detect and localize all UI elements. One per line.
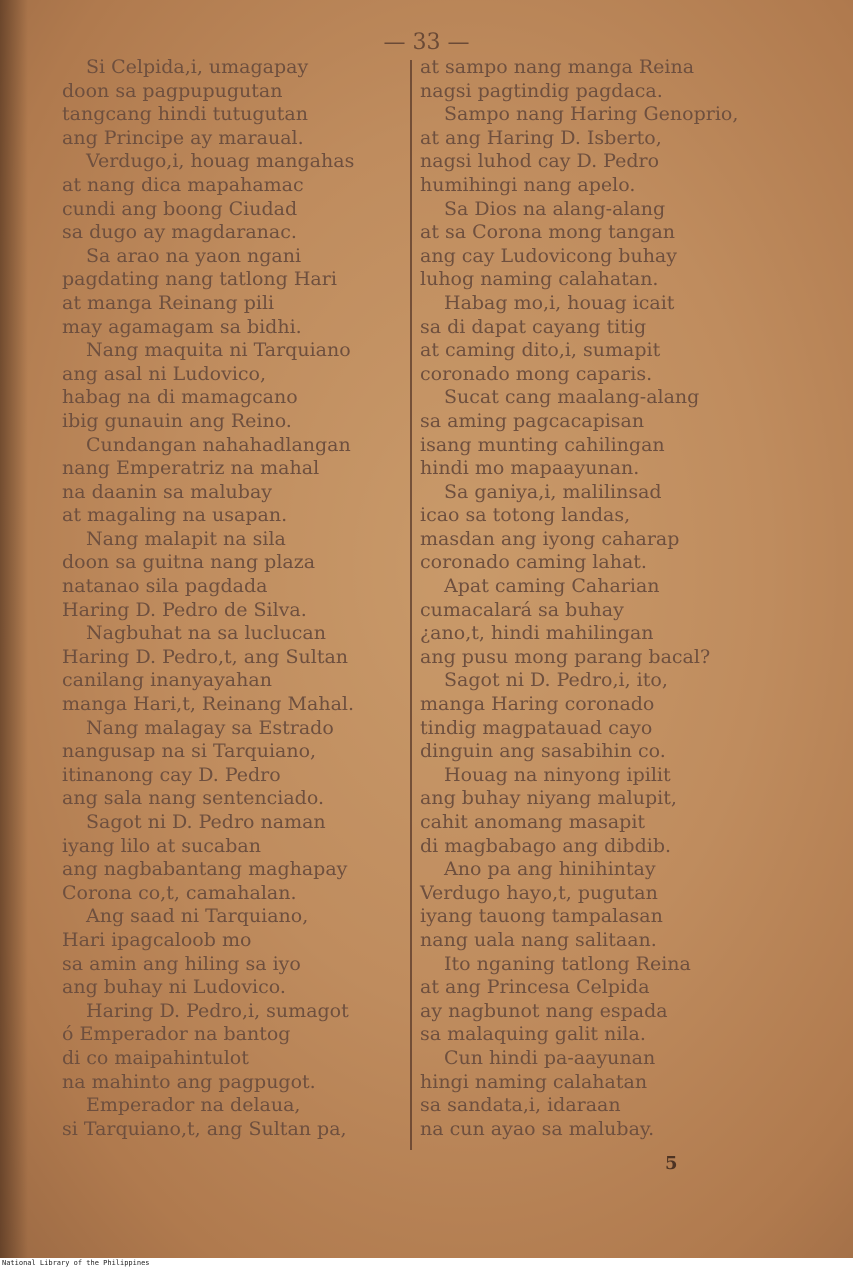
column-divider: [410, 60, 412, 1150]
verse-line: at sa Corona mong tangan: [420, 221, 676, 244]
verse-line: habag na di mamagcano: [62, 386, 298, 409]
right-column: [420, 56, 850, 1141]
verse-line: icao sa totong landas,: [420, 504, 631, 527]
verse-line: manga Haring coronado: [420, 693, 655, 716]
verse-line: Sagot ni D. Pedro naman: [86, 811, 326, 833]
verse-line: luhog naming calahatan.: [420, 268, 659, 291]
verse-line: coronado mong caparis.: [420, 362, 653, 385]
verse-line: Sa Dios na alang-alang: [444, 197, 666, 220]
verse-line: Apat caming Caharian: [444, 575, 660, 598]
left-column: [62, 56, 407, 1141]
verse-line: sa aming pagcacapisan: [420, 409, 645, 432]
verse-line: ang asal ni Ludovico,: [62, 362, 267, 385]
verse-line: sa dugo ay magdaranac.: [62, 221, 297, 244]
verse-line: Houag na ninyong ipilit: [444, 763, 671, 786]
verse-line: Haring D. Pedro,i, sumagot: [86, 999, 349, 1022]
verse-line: sa di dapat cayang titig: [420, 315, 647, 338]
verse-line: Nagbuhat na sa luclucan: [86, 622, 326, 645]
verse-line: ang pusu mong parang bacal?: [420, 645, 711, 668]
verse-line: ang cay Ludovicong buhay: [420, 244, 677, 267]
verse-line: ang buhay niyang malupit,: [420, 787, 677, 810]
verse-line: ¿ano,t, hindi mahilingan: [420, 622, 654, 645]
verse-line: may agamagam sa bidhi.: [62, 315, 302, 338]
verse-line: ibig gunauin ang Reino.: [62, 409, 292, 432]
verse-line: at manga Reinang pili: [62, 291, 275, 314]
verse-line: Sagot ni D. Pedro,i, ito,: [444, 669, 668, 692]
verse-line: dinguin ang sasabihin co.: [420, 740, 666, 763]
verse-line: na daanin sa malubay: [62, 480, 273, 503]
verse-line: Si Celpida,i, umagapay: [86, 56, 309, 78]
verse-line: Cundangan nahahadlangan: [86, 433, 351, 456]
library-footer: National Library of the Philippines: [2, 1259, 150, 1267]
verse-line: Ito nganing tatlong Reina: [444, 952, 691, 975]
verse-line: ang nagbabantang maghapay: [62, 858, 348, 881]
verse-line: cahit anomang masapit: [420, 811, 646, 833]
verse-line: itinanong cay D. Pedro: [62, 763, 281, 786]
verse-line: cumacalará sa buhay: [420, 598, 624, 621]
signature-mark: 5: [665, 1153, 678, 1174]
verse-line: Verdugo,i, houag mangahas: [86, 150, 355, 173]
verse-line: iyang tauong tampalasan: [420, 905, 663, 928]
verse-line: sa amin ang hiling sa iyo: [62, 952, 301, 975]
verse-line: ang sala nang sentenciado.: [62, 787, 324, 810]
verse-line: Hari ipagcaloob mo: [62, 928, 252, 951]
verse-line: natanao sila pagdada: [62, 575, 268, 598]
verse-line: humihingi nang apelo.: [420, 173, 636, 196]
verse-line: Ang saad ni Tarquiano,: [86, 905, 309, 928]
verse-line: Corona co,t, camahalan.: [62, 881, 297, 904]
verse-line: at nang dica mapahamac: [62, 173, 304, 196]
verse-line: at magaling na usapan.: [62, 504, 288, 527]
verse-line: doon sa guitna nang plaza: [62, 551, 316, 574]
verse-line: canilang inanyayahan: [62, 669, 272, 692]
verse-line: isang munting cahilingan: [420, 433, 665, 456]
verse-line: Verdugo hayo,t, pugutan: [420, 881, 658, 904]
verse-line: sa malaquing galit nila.: [420, 1023, 646, 1046]
verse-line: Sa arao na yaon ngani: [86, 244, 302, 267]
verse-line: nagsi pagtindig pagdaca.: [420, 79, 663, 102]
verse-line: Habag mo,i, houag icait: [444, 291, 675, 314]
verse-line: si Tarquiano,t, ang Sultan pa,: [62, 1117, 347, 1140]
verse-line: masdan ang iyong caharap: [420, 527, 680, 550]
verse-line: iyang lilo at sucaban: [62, 834, 261, 857]
verse-line: at caming dito,i, sumapit: [420, 339, 661, 362]
verse-line: di magbabago ang dibdib.: [420, 834, 672, 857]
verse-line: Emperador na delaua,: [86, 1094, 301, 1117]
verse-line: Nang malapit na sila: [86, 527, 286, 550]
verse-line: nang Emperatriz na mahal: [62, 457, 320, 480]
verse-line: Sa ganiya,i, malilinsad: [444, 480, 662, 503]
verse-line: na cun ayao sa malubay.: [420, 1117, 655, 1140]
verse-line: pagdating nang tatlong Hari: [62, 268, 337, 291]
verse-line: ay nagbunot nang espada: [420, 999, 668, 1022]
verse-line: Haring D. Pedro de Silva.: [62, 598, 307, 621]
verse-line: coronado caming lahat.: [420, 551, 647, 574]
verse-line: manga Hari,t, Reinang Mahal.: [62, 693, 355, 716]
verse-line: at sampo nang manga Reina: [420, 56, 695, 78]
verse-line: Cun hindi pa-aayunan: [444, 1046, 656, 1069]
verse-line: doon sa pagpupugutan: [62, 79, 283, 102]
verse-line: nangusap na si Tarquiano,: [62, 740, 317, 763]
page-number: — 33 —: [383, 30, 470, 55]
verse-line: Nang malagay sa Estrado: [86, 716, 334, 739]
verse-line: nagsi luhod cay D. Pedro: [420, 150, 660, 173]
verse-line: tindig magpatauad cayo: [420, 716, 653, 739]
verse-line: di co maipahintulot: [62, 1046, 249, 1069]
verse-line: ang Principe ay maraual.: [62, 126, 304, 149]
verse-line: Haring D. Pedro,t, ang Sultan: [62, 645, 349, 668]
verse-line: Ano pa ang hinihintay: [444, 858, 656, 881]
verse-line: ang buhay ni Ludovico.: [62, 976, 286, 999]
verse-line: sa sandata,i, idaraan: [420, 1094, 621, 1117]
verse-line: at ang Princesa Celpida: [420, 976, 650, 999]
verse-line: ó Emperador na bantog: [62, 1023, 291, 1046]
verse-line: nang uala nang salitaan.: [420, 928, 657, 951]
verse-line: cundi ang boong Ciudad: [62, 197, 298, 220]
verse-line: Sucat cang maalang-alang: [444, 386, 700, 409]
verse-line: hindi mo mapaayunan.: [420, 457, 640, 480]
verse-line: na mahinto ang pagpugot.: [62, 1070, 316, 1093]
verse-line: Sampo nang Haring Genoprio,: [444, 103, 739, 126]
verse-line: tangcang hindi tutugutan: [62, 103, 308, 126]
verse-line: Nang maquita ni Tarquiano: [86, 339, 351, 362]
verse-line: at ang Haring D. Isberto,: [420, 126, 662, 149]
verse-line: hingi naming calahatan: [420, 1070, 648, 1093]
